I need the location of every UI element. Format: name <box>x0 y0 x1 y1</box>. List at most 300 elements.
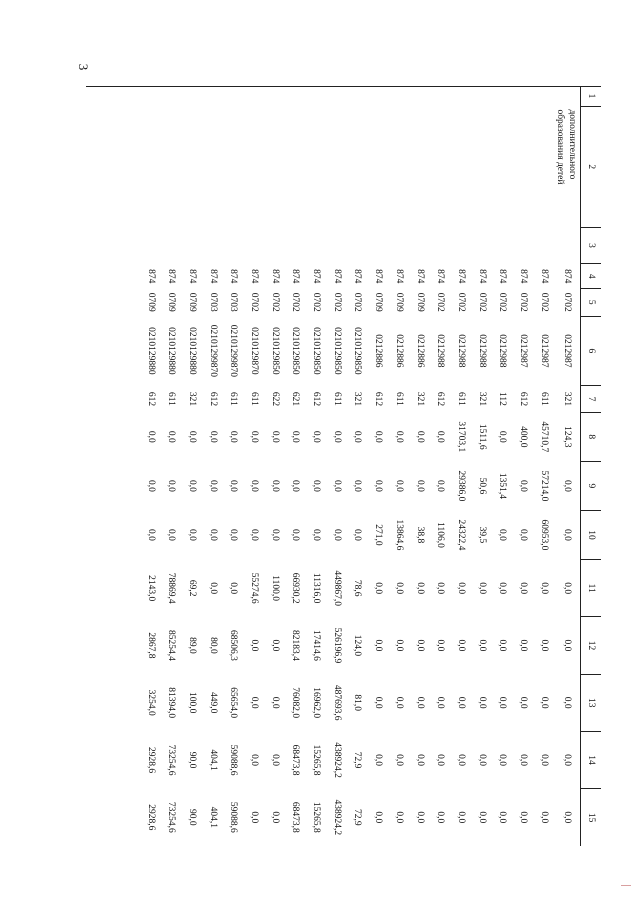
table-cell <box>202 227 223 264</box>
table-cell: 0,0 <box>414 430 425 443</box>
table-cell <box>471 106 492 227</box>
table-cell: 0,0 <box>562 582 572 595</box>
table-cell <box>244 106 265 227</box>
table-cell: 874 <box>269 269 280 284</box>
table-row <box>451 86 472 846</box>
col-header-8: 8 <box>581 412 602 461</box>
table-cell: 874 <box>393 269 404 284</box>
table-cell: 0,0 <box>517 696 528 709</box>
table-cell: 0,0 <box>290 529 301 541</box>
table-cell: 0,0 <box>497 582 508 595</box>
col-header-10: 10 <box>581 510 602 559</box>
table-cell: 72,9 <box>352 751 363 769</box>
table-cell: 2867,8 <box>145 632 156 659</box>
table-cell: 612 <box>145 391 156 407</box>
table-cell <box>347 227 368 264</box>
table-body <box>140 86 580 846</box>
table-cell: 0,0 <box>435 479 446 492</box>
table-cell: 1351,4 <box>497 472 508 499</box>
table-cell <box>451 227 472 264</box>
table-cell <box>347 106 368 227</box>
table-cell: 0,0 <box>228 430 239 443</box>
table-cell: 0,0 <box>207 479 218 492</box>
table-cell <box>492 227 513 264</box>
table-cell: 0,0 <box>414 639 425 652</box>
table-cell: 611 <box>228 392 239 406</box>
table-cell <box>409 106 430 227</box>
table-cell: 0,0 <box>538 582 549 595</box>
table-cell: 0,0 <box>476 639 487 652</box>
table-cell: 0709 <box>373 292 384 312</box>
table-cell <box>513 86 534 106</box>
table-cell: 0,0 <box>393 754 404 766</box>
table-cell: 0,0 <box>562 696 572 709</box>
table-cell: 612 <box>311 391 322 407</box>
table-cell <box>285 86 306 106</box>
table-cell: 0,0 <box>269 479 280 492</box>
table-cell: 400,0 <box>517 426 528 448</box>
table-cell: 874 <box>331 269 342 284</box>
table-cell: 0,0 <box>538 811 549 824</box>
table-cell <box>533 227 554 264</box>
table-cell: 404,1 <box>207 806 218 829</box>
table-cell: 0,0 <box>455 639 466 652</box>
table-cell: 68473,8 <box>290 744 301 776</box>
table-cell: 0,0 <box>393 811 404 824</box>
table-cell <box>389 86 410 106</box>
table-cell: 0,0 <box>290 430 301 443</box>
table-cell <box>244 227 265 264</box>
table-cell: 0,0 <box>269 696 280 709</box>
table-cell: 1106,0 <box>435 522 446 548</box>
table-cell: 611 <box>538 392 549 406</box>
table-row <box>389 86 410 846</box>
table-cell: 0,0 <box>373 582 384 595</box>
table-cell <box>409 86 430 106</box>
table-cell: 0702 <box>562 292 572 312</box>
table-cell: 438924,2 <box>331 799 342 836</box>
table-row <box>368 86 389 846</box>
table-cell: 0,0 <box>186 479 197 492</box>
table-cell: 874 <box>414 269 425 284</box>
table-cell <box>389 227 410 264</box>
scan-mark <box>621 885 631 886</box>
table-cell: 59088,6 <box>228 744 239 776</box>
table-cell: 874 <box>311 269 322 284</box>
table-row <box>430 86 451 846</box>
table-cell: 874 <box>352 269 363 284</box>
table-cell <box>513 106 534 227</box>
table-cell <box>409 227 430 264</box>
table-cell: 0,0 <box>435 754 446 766</box>
table-cell: 0210129850 <box>352 327 363 375</box>
col-header-14: 14 <box>581 731 602 788</box>
budget-table <box>140 86 601 846</box>
table-cell: 438924,2 <box>331 742 342 778</box>
table-cell: 0,0 <box>269 754 280 766</box>
table-cell: 0702 <box>435 292 446 312</box>
table-cell: 0,0 <box>352 529 363 541</box>
table-cell: 0,0 <box>538 696 549 709</box>
table-row <box>202 86 223 846</box>
table-cell: 621 <box>290 391 301 407</box>
table-cell: 0702 <box>476 292 487 312</box>
table-cell: 73254,6 <box>166 801 177 833</box>
table-cell: 0,0 <box>373 696 384 709</box>
table-cell: 0,0 <box>290 479 301 492</box>
table-cell: 0210129880 <box>145 327 156 375</box>
table-cell: 0709 <box>393 292 404 312</box>
table-cell: 0,0 <box>497 529 508 541</box>
table-cell: 874 <box>290 269 301 284</box>
table-cell: 1100,0 <box>269 575 280 602</box>
table-cell <box>202 106 223 227</box>
col-header-7: 7 <box>581 386 602 413</box>
table-cell: 0,0 <box>414 696 425 709</box>
table-cell: 449867,0 <box>331 570 342 606</box>
table-cell: 80,0 <box>207 637 218 654</box>
table-cell: 404,1 <box>207 749 218 771</box>
table-cell: 13864,6 <box>393 519 404 551</box>
table-cell <box>140 227 161 264</box>
table-cell: 0212987 <box>538 334 549 368</box>
table-cell: 0,0 <box>145 430 156 443</box>
table-cell: 874 <box>145 269 156 284</box>
table-cell <box>347 86 368 106</box>
rotated-table-container <box>86 86 601 846</box>
table-cell: 0,0 <box>538 639 549 652</box>
table-cell: 874 <box>517 269 528 284</box>
left-border-line <box>86 86 601 87</box>
table-cell: 0,0 <box>414 811 425 824</box>
table-row <box>533 86 554 846</box>
table-cell: 0,0 <box>269 430 280 443</box>
table-cell: 78869,4 <box>166 572 177 604</box>
table-cell <box>389 106 410 227</box>
table-cell: 0,0 <box>249 754 260 766</box>
table-cell: 90,0 <box>186 809 197 826</box>
table-row <box>492 86 513 846</box>
table-cell: 0702 <box>517 292 528 312</box>
table-cell: 0,0 <box>497 696 508 709</box>
table-cell: 0,0 <box>414 479 425 492</box>
table-cell <box>451 106 472 227</box>
table-cell <box>554 227 581 264</box>
table-cell: 0,0 <box>393 479 404 492</box>
table-cell <box>471 86 492 106</box>
table-cell: 874 <box>373 269 384 284</box>
table-cell: 611 <box>455 392 466 406</box>
table-cell <box>264 86 285 106</box>
table-cell: 874 <box>497 269 508 284</box>
table-cell: 0,0 <box>517 582 528 595</box>
table-cell: 0210129880 <box>186 327 197 375</box>
table-cell: 85254,4 <box>166 630 177 661</box>
table-row <box>306 86 327 846</box>
table-cell: 72,9 <box>352 809 363 826</box>
table-cell: 0210129880 <box>166 327 177 375</box>
table-cell <box>368 106 389 227</box>
table-cell: 11316,0 <box>311 572 322 604</box>
table-row <box>326 86 347 846</box>
table-cell <box>285 227 306 264</box>
table-cell: 0,0 <box>249 811 260 824</box>
table-cell <box>202 86 223 106</box>
table-cell: 874 <box>562 269 572 284</box>
table-cell: 50,6 <box>476 477 487 495</box>
table-cell: 0,0 <box>249 639 260 652</box>
table-cell: 68506,3 <box>228 630 239 661</box>
table-cell: 0,0 <box>311 529 322 541</box>
table-cell: 0,0 <box>497 430 508 443</box>
table-cell: 59088,6 <box>228 801 239 833</box>
table-cell: 271,0 <box>373 524 384 546</box>
table-cell: 0702 <box>331 292 342 312</box>
table-cell: 0,0 <box>331 430 342 443</box>
table-row <box>471 86 492 846</box>
table-cell: 526196,9 <box>331 627 342 664</box>
table-cell <box>471 227 492 264</box>
table-cell: 874 <box>228 269 239 284</box>
table-cell: 0,0 <box>269 811 280 824</box>
table-cell: 0,0 <box>393 696 404 709</box>
table-cell: 0,0 <box>373 430 384 443</box>
table-cell: 3254,0 <box>145 689 156 716</box>
table-cell: 0702 <box>497 292 508 312</box>
table-cell: 0,0 <box>562 479 572 492</box>
table-cell: 81,0 <box>352 694 363 712</box>
table-cell: 0,0 <box>373 811 384 824</box>
table-cell: 2928,6 <box>145 804 156 831</box>
table-cell <box>161 227 182 264</box>
table-cell: 0,0 <box>435 639 446 652</box>
table-cell: 0,0 <box>562 639 572 652</box>
table-cell: 0,0 <box>186 430 197 443</box>
table-cell: 0,0 <box>517 754 528 766</box>
table-cell: 612 <box>207 391 218 407</box>
col-header-13: 13 <box>581 674 602 731</box>
table-cell: 0,0 <box>497 811 508 824</box>
table-cell: 0709 <box>166 292 177 312</box>
table-row <box>264 86 285 846</box>
table-cell <box>533 86 554 106</box>
table-cell: 0702 <box>455 292 466 312</box>
table-cell: 0,0 <box>393 430 404 443</box>
table-cell: 0,0 <box>435 811 446 824</box>
table-cell: 0703 <box>207 292 218 312</box>
table-cell <box>368 227 389 264</box>
table-cell: 0210129850 <box>290 327 301 375</box>
table-cell: 0,0 <box>562 811 572 824</box>
table-cell: 0,0 <box>393 582 404 595</box>
table-cell <box>306 106 327 227</box>
table-row <box>244 86 265 846</box>
table-cell: 15265,8 <box>311 801 322 833</box>
table-cell: 1511,6 <box>476 423 487 450</box>
col-header-5: 5 <box>581 289 602 317</box>
table-cell: 0,0 <box>207 582 218 595</box>
table-cell <box>223 227 244 264</box>
table-cell: 0,0 <box>435 430 446 443</box>
table-cell: 0,0 <box>352 479 363 492</box>
table-row <box>554 86 581 846</box>
table-cell: 622 <box>269 391 280 407</box>
table-row <box>182 86 203 846</box>
table-cell: 0,0 <box>517 479 528 492</box>
table-cell: 321 <box>476 391 487 407</box>
table-cell: 0,0 <box>476 811 487 824</box>
table-cell: 611 <box>249 392 260 406</box>
table-cell: 0210129870 <box>249 327 260 375</box>
table-cell: 0,0 <box>455 754 466 766</box>
table-cell <box>182 86 203 106</box>
table-cell: 0,0 <box>373 754 384 766</box>
table-cell: 29386,0 <box>455 470 466 502</box>
table-cell: 0,0 <box>145 529 156 541</box>
table-cell: 611 <box>331 392 342 406</box>
table-cell: 0210129850 <box>269 327 280 375</box>
table-cell: 0,0 <box>517 639 528 652</box>
col-header-11: 11 <box>581 560 602 617</box>
table-cell <box>161 106 182 227</box>
table-cell: 0,0 <box>414 754 425 766</box>
table-cell: 0,0 <box>331 479 342 492</box>
table-cell: 874 <box>538 269 549 284</box>
table-cell: 0,0 <box>497 754 508 766</box>
table-cell: 76082,0 <box>290 687 301 719</box>
table-cell <box>326 227 347 264</box>
table-cell: 66930,2 <box>290 572 301 604</box>
table-cell <box>368 86 389 106</box>
table-cell: 16962,0 <box>311 687 322 719</box>
col-header-9: 9 <box>581 461 602 510</box>
table-cell: 0,0 <box>517 529 528 541</box>
table-cell <box>430 227 451 264</box>
table-cell <box>554 86 581 106</box>
table-cell: 0,0 <box>145 479 156 492</box>
table-cell: 0,0 <box>497 639 508 652</box>
table-cell: 100,0 <box>186 692 197 714</box>
table-cell: 0,0 <box>249 529 260 541</box>
header-row <box>581 86 602 846</box>
table-cell: 0,0 <box>476 696 487 709</box>
table-cell: 0,0 <box>331 529 342 541</box>
table-cell: 0212886 <box>393 334 404 368</box>
table-cell: 0212988 <box>455 334 466 368</box>
table-cell: 0709 <box>186 292 197 312</box>
table-cell: 0212988 <box>476 334 487 368</box>
table-cell <box>182 227 203 264</box>
table-cell: 0,0 <box>517 811 528 824</box>
table-cell: 82183,4 <box>290 630 301 661</box>
table-cell: 0709 <box>145 292 156 312</box>
table-cell: 0702 <box>249 292 260 312</box>
table-cell: 0,0 <box>228 529 239 541</box>
table-cell: 0,0 <box>249 696 260 709</box>
table-cell: 112 <box>497 392 508 406</box>
col-header-6: 6 <box>581 316 602 386</box>
table-cell: 612 <box>517 391 528 407</box>
table-cell: 39,5 <box>476 526 487 544</box>
table-cell: 874 <box>207 269 218 284</box>
table-cell <box>430 106 451 227</box>
table-cell: 0,0 <box>435 696 446 709</box>
table-cell: 0210129850 <box>331 327 342 375</box>
table-row <box>409 86 430 846</box>
table-cell: 0,0 <box>476 582 487 595</box>
table-cell: 0210129850 <box>311 327 322 375</box>
table-cell: 0212987 <box>562 334 572 368</box>
table-cell: 2928,6 <box>145 746 156 774</box>
table-cell: 0,0 <box>538 754 549 766</box>
table-cell: 0,0 <box>269 529 280 541</box>
table-cell: 0702 <box>538 292 549 312</box>
table-cell: 0,0 <box>562 754 572 766</box>
table-cell: 0,0 <box>455 696 466 709</box>
table-cell: 449,0 <box>207 692 218 714</box>
table-cell <box>140 106 161 227</box>
table-cell: 321 <box>562 391 572 407</box>
table-cell: 60953,0 <box>538 519 549 551</box>
col-header-1: 1 <box>581 86 602 106</box>
table-cell: 874 <box>435 269 446 284</box>
table-row <box>285 86 306 846</box>
table-cell: 0,0 <box>228 479 239 492</box>
table-cell: 321 <box>414 391 425 407</box>
table-cell: 55274,6 <box>249 572 260 604</box>
table-cell: 0,0 <box>186 529 197 541</box>
table-cell: 0,0 <box>269 639 280 652</box>
table-row <box>161 86 182 846</box>
table-cell: 0,0 <box>352 430 363 443</box>
table-cell <box>306 86 327 106</box>
table-cell: 89,0 <box>186 637 197 654</box>
col-header-15: 15 <box>581 789 602 846</box>
table-cell: 65654,0 <box>228 687 239 719</box>
col-header-3: 3 <box>581 227 602 264</box>
table-cell: 69,2 <box>186 579 197 597</box>
table-cell: 0,0 <box>249 430 260 443</box>
section-label: дополнительного образования детей <box>555 109 577 185</box>
table-cell: 45710,7 <box>538 421 549 453</box>
table-cell: 611 <box>166 392 177 406</box>
table-cell: 0,0 <box>166 430 177 443</box>
table-cell: 17414,6 <box>311 630 322 661</box>
table-cell: 78,6 <box>352 579 363 597</box>
table-cell: 0,0 <box>562 529 572 541</box>
table-cell: 0702 <box>269 292 280 312</box>
table-cell: 68473,8 <box>290 801 301 833</box>
table-cell: 0,0 <box>455 811 466 824</box>
table-cell <box>223 106 244 227</box>
col-header-4: 4 <box>581 264 602 289</box>
table-cell: 24322,4 <box>455 519 466 551</box>
table-cell: 31703,1 <box>455 421 466 453</box>
table-cell: 0,0 <box>249 479 260 492</box>
table-cell: 0212988 <box>497 334 508 368</box>
table-cell: 0702 <box>311 292 322 312</box>
table-cell <box>492 86 513 106</box>
table-cell: 0,0 <box>207 529 218 541</box>
table-cell: 0,0 <box>414 582 425 595</box>
table-cell: 874 <box>186 269 197 284</box>
table-cell: 0,0 <box>166 479 177 492</box>
table-cell <box>182 106 203 227</box>
col-header-12: 12 <box>581 617 602 674</box>
table-cell <box>513 227 534 264</box>
table-cell: 124,0 <box>352 634 363 657</box>
table-cell: 321 <box>352 391 363 407</box>
